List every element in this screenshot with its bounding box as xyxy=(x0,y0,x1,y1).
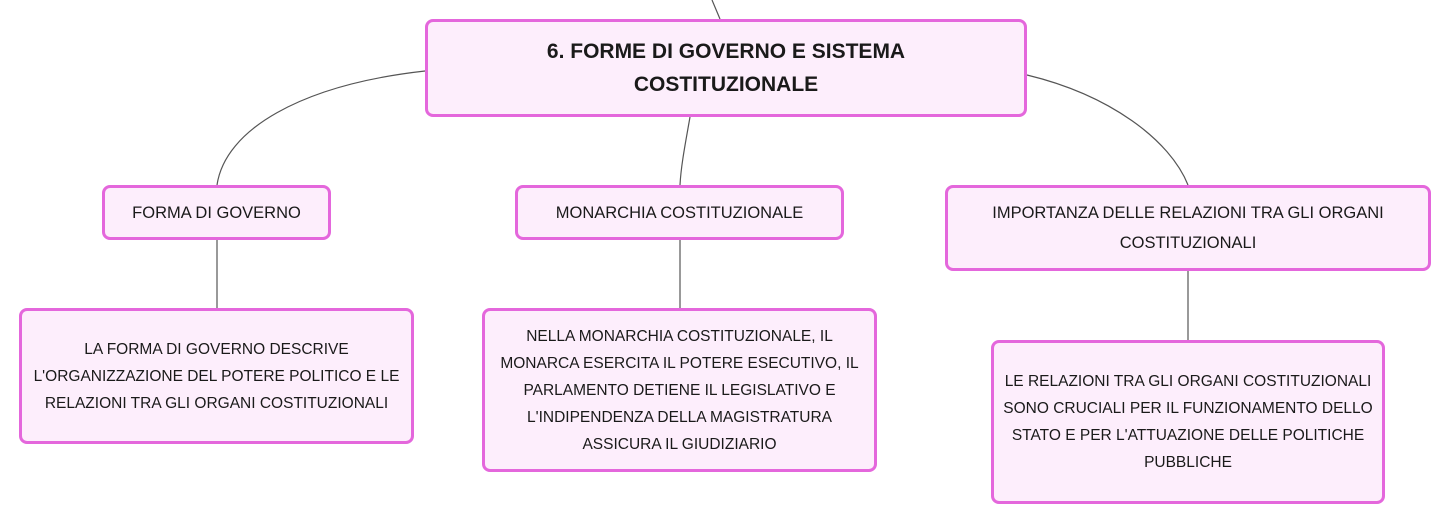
connector-parent-to-root xyxy=(712,0,720,19)
root-topic-node[interactable] xyxy=(425,19,1027,117)
branch-label: MONARCHIA COSTITUZIONALE xyxy=(555,203,804,222)
connector-root-to-branch-2 xyxy=(680,117,690,185)
branch-label: IMPORTANZA DELLE RELAZIONI TRA GLI ORGANI COSTITUZIONALI xyxy=(992,204,1384,252)
branch-node-monarchia-costituzionale[interactable] xyxy=(515,185,844,240)
branch-node-forma-di-governo[interactable] xyxy=(102,185,331,240)
root-topic-label: 6. FORME DI GOVERNO E SISTEMA COSTITUZIONALE xyxy=(546,40,906,96)
detail-node-forma-di-governo[interactable] xyxy=(19,308,414,444)
detail-text: LE RELAZIONI TRA GLI ORGANI COSTITUZIONALI SONO CRUCIALI PER IL FUNZIONAMENTO DELLO STATO E PER L'ATTUAZIONE DELLE POLITICHE PUBBLICHE xyxy=(1003,373,1373,471)
detail-text: LA FORMA DI GOVERNO DESCRIVE L'ORGANIZZAZIONE DEL POTERE POLITICO E LE RELAZIONI TRA GLI ORGANI COSTITUZIONALI xyxy=(33,340,400,412)
branch-node-importanza-relazioni[interactable] xyxy=(945,185,1431,271)
connector-root-to-branch-3 xyxy=(1027,75,1188,185)
detail-node-monarchia-costituzionale[interactable] xyxy=(482,308,877,472)
connector-root-to-branch-1 xyxy=(217,71,425,185)
detail-node-importanza-relazioni[interactable] xyxy=(991,340,1385,504)
branch-label: FORMA DI GOVERNO xyxy=(132,203,301,222)
detail-text: NELLA MONARCHIA COSTITUZIONALE, IL MONARCA ESERCITA IL POTERE ESECUTIVO, IL PARLAMENTO DETIENE IL LEGISLATIVO E L'INDIPENDENZA DELLA MAGISTRATURA ASSICURA IL GIUDIZIARIO xyxy=(500,327,859,453)
